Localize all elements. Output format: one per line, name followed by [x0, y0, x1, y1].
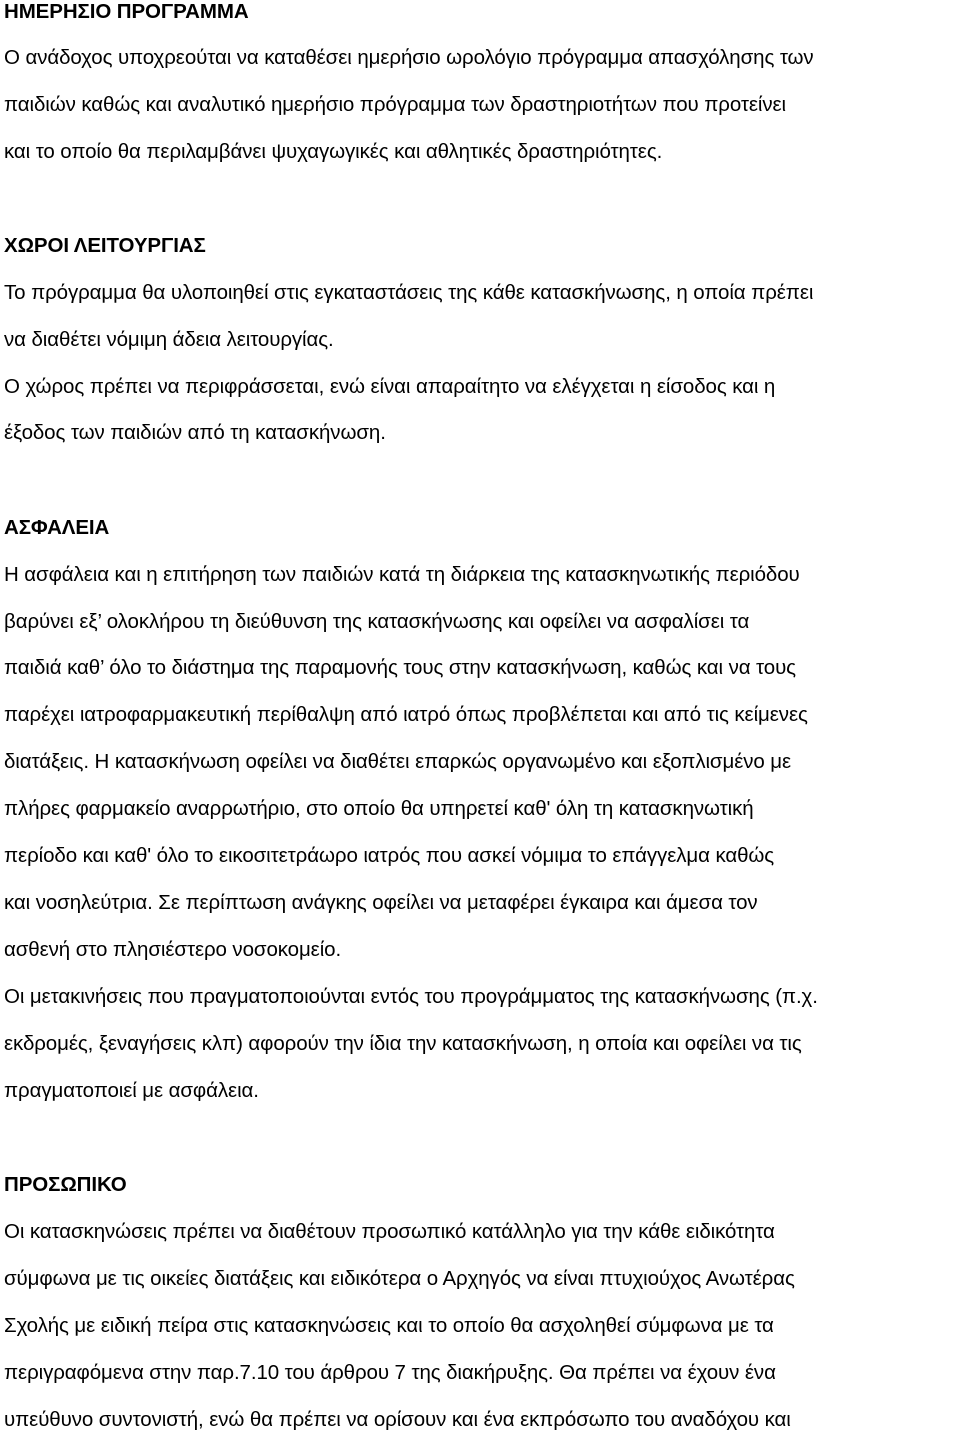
- paragraph-line: εκδρομές, ξεναγήσεις κλπ) αφορούν την ίδια την κατασκήνωση, η οποία και οφείλει να τις: [4, 1032, 802, 1055]
- paragraph-line: Οι κατασκηνώσεις πρέπει να διαθέτουν προσωπικό κατάλληλο για την κάθε ειδικότητα: [4, 1220, 775, 1243]
- paragraph-line: Ο χώρος πρέπει να περιφράσσεται, ενώ είναι απαραίτητο να ελέγχεται η είσοδος και η: [4, 375, 776, 398]
- heading-staff: ΠΡΟΣΩΠΙΚΟ: [4, 1173, 127, 1196]
- paragraph-line: περίοδο και καθ' όλο το εικοσιτετράωρο ιατρός που ασκεί νόμιμα το επάγγελμα καθώς: [4, 844, 775, 867]
- paragraph-line: και το οποίο θα περιλαμβάνει ψυχαγωγικές και αθλητικές δραστηριότητες.: [4, 140, 663, 163]
- paragraph-line: παρέχει ιατροφαρμακευτική περίθαλψη από ιατρό όπως προβλέπεται και από τις κείμενες: [4, 703, 808, 726]
- paragraph-line: βαρύνει εξ’ ολοκλήρου τη διεύθυνση της κατασκήνωσης και οφείλει να ασφαλίσει τα: [4, 610, 750, 633]
- paragraph-line: σύμφωνα με τις οικείες διατάξεις και ειδικότερα ο Αρχηγός να είναι πτυχιούχος Ανωτέρας: [4, 1267, 795, 1290]
- paragraph-line: πραγματοποιεί με ασφάλεια.: [4, 1079, 259, 1102]
- heading-safety: ΑΣΦΑΛΕΙΑ: [4, 516, 110, 539]
- paragraph-line: να διαθέτει νόμιμη άδεια λειτουργίας.: [4, 328, 334, 351]
- paragraph-line: παιδιά καθ’ όλο το διάστημα της παραμονής τους στην κατασκήνωση, καθώς και να τους: [4, 656, 796, 679]
- heading-premises: ΧΩΡΟΙ ΛΕΙΤΟΥΡΓΙΑΣ: [4, 234, 206, 257]
- paragraph-line: ασθενή στο πλησιέστερο νοσοκομείο.: [4, 938, 342, 961]
- paragraph-line: Το πρόγραμμα θα υλοποιηθεί στις εγκαταστάσεις της κάθε κατασκήνωσης, η οποία πρέπει: [4, 281, 814, 304]
- paragraph-line: Οι μετακινήσεις που πραγματοποιούνται εντός του προγράμματος της κατασκήνωσης (π.χ.: [4, 985, 818, 1008]
- paragraph-line: υπεύθυνο συντονιστή, ενώ θα πρέπει να ορίσουν και ένα εκπρόσωπο του αναδόχου και: [4, 1408, 791, 1431]
- paragraph-line: παιδιών καθώς και αναλυτικό ημερήσιο πρόγραμμα των δραστηριοτήτων που προτείνει: [4, 93, 786, 116]
- paragraph-line: πλήρες φαρμακείο αναρρωτήριο, στο οποίο θα υπηρετεί καθ' όλη τη κατασκηνωτική: [4, 797, 754, 820]
- paragraph-line: διατάξεις. Η κατασκήνωση οφείλει να διαθέτει επαρκώς οργανωμένο και εξοπλισμένο με: [4, 750, 792, 773]
- paragraph-line: Σχολής με ειδική πείρα στις κατασκηνώσεις και το οποίο θα ασχοληθεί σύμφωνα με τα: [4, 1314, 774, 1337]
- heading-programme: ΗΜΕΡΗΣΙΟ ΠΡΟΓΡΑΜΜΑ: [4, 0, 249, 23]
- paragraph-line: και νοσηλεύτρια. Σε περίπτωση ανάγκης οφείλει να μεταφέρει έγκαιρα και άμεσα τον: [4, 891, 758, 914]
- paragraph-line: Ο ανάδοχος υποχρεούται να καταθέσει ημερήσιο ωρολόγιο πρόγραμμα απασχόλησης των: [4, 46, 814, 69]
- paragraph-line: περιγραφόμενα στην παρ.7.10 του άρθρου 7 της διακήρυξης. Θα πρέπει να έχουν ένα: [4, 1361, 776, 1384]
- paragraph-line: Η ασφάλεια και η επιτήρηση των παιδιών κατά τη διάρκεια της κατασκηνωτικής περιόδου: [4, 563, 800, 586]
- paragraph-line: έξοδος των παιδιών από τη κατασκήνωση.: [4, 421, 386, 444]
